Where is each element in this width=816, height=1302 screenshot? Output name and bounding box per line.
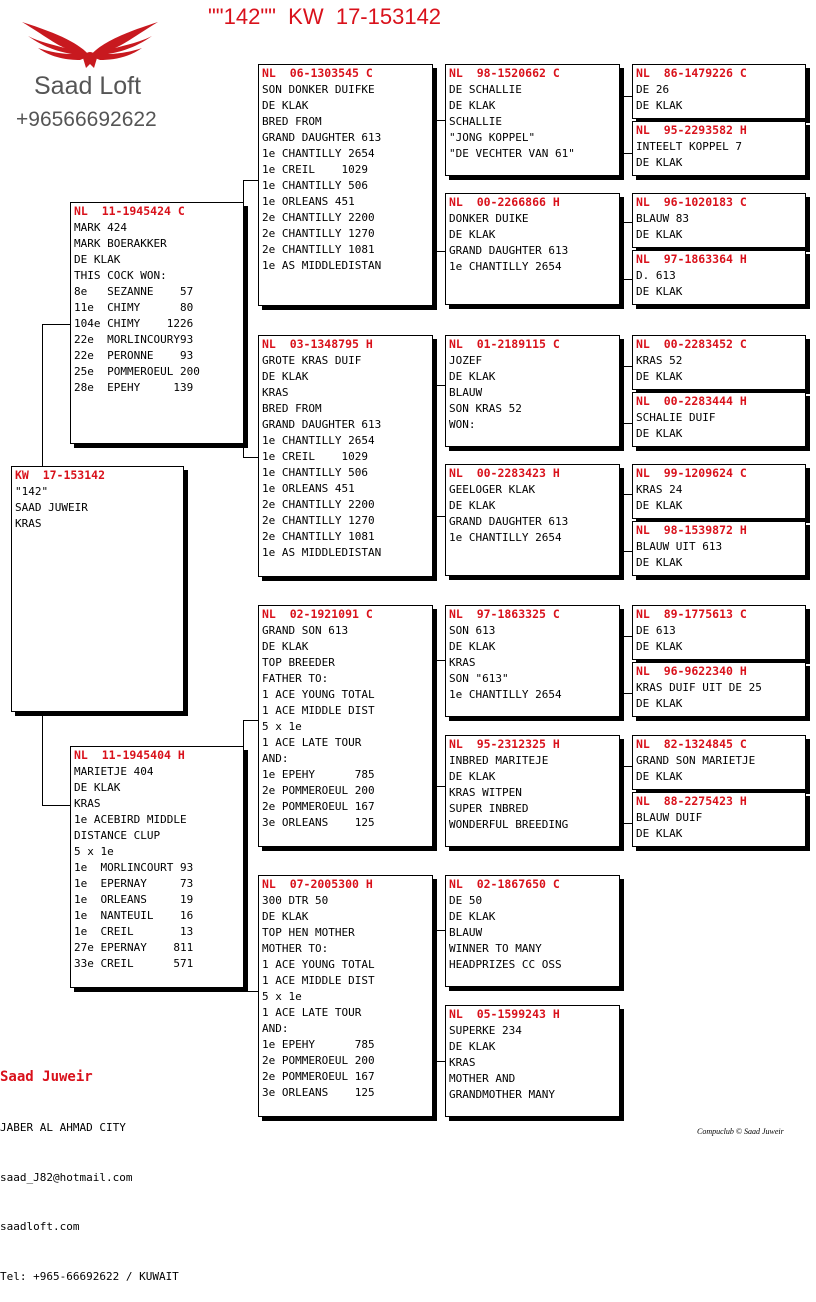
- pigeon-card-gen3[interactable]: [445, 193, 620, 305]
- card-line: 1e CHANTILLY 2654: [262, 434, 375, 447]
- card-line: GRAND DAUGHTER 613: [262, 418, 382, 431]
- card-line: 2e POMMEROEUL 200: [262, 1054, 375, 1067]
- card-line: DE KLAK: [262, 640, 309, 653]
- pigeon-card-gen3[interactable]: [445, 735, 620, 847]
- pigeon-card-gen3[interactable]: [445, 64, 620, 176]
- card-line: "DE VECHTER VAN 61": [449, 147, 575, 160]
- card-line: INBRED MARITEJE: [449, 754, 549, 767]
- card-line: WON:: [449, 418, 476, 431]
- ring-number: NL 95-2293582 H: [636, 123, 747, 137]
- card-line: 1e EPEHY 785: [262, 768, 375, 781]
- card-line: 28e EPEHY 139: [74, 381, 194, 394]
- ring-number: NL 96-9622340 H: [636, 664, 747, 678]
- card-line: AND:: [262, 752, 289, 765]
- ring-number: NL 97-1863364 H: [636, 252, 747, 266]
- pigeon-card-gen4[interactable]: [632, 121, 806, 176]
- card-line: DE SCHALLIE: [449, 83, 522, 96]
- owner-website[interactable]: saadloft.com: [0, 1220, 80, 1233]
- card-line: KRAS: [262, 386, 289, 399]
- card-line: DE KLAK: [74, 781, 121, 794]
- card-line: DE 26: [636, 83, 670, 96]
- connector: [432, 120, 446, 252]
- card-line: 1e CREIL 1029: [262, 163, 368, 176]
- card-line: 8e SEZANNE 57: [74, 285, 194, 298]
- card-line: BRED FROM: [262, 402, 322, 415]
- card-line: KRAS: [449, 656, 476, 669]
- card-line: 1e AS MIDDLEDISTAN: [262, 546, 382, 559]
- pigeon-card-sire-sire[interactable]: [258, 64, 433, 306]
- pigeon-card-gen4[interactable]: [632, 392, 806, 447]
- pigeon-card-subject[interactable]: [11, 466, 184, 712]
- card-line: 1 ACE LATE TOUR: [262, 736, 362, 749]
- connector: [432, 660, 446, 787]
- ring-number: NL 00-2283452 C: [636, 337, 747, 351]
- pigeon-card-gen4[interactable]: [632, 250, 806, 305]
- card-line: MARIETJE 404: [74, 765, 154, 778]
- owner-contact: [0, 1034, 179, 1302]
- card-line: DE KLAK: [636, 640, 683, 653]
- card-line: 3e ORLEANS 125: [262, 816, 375, 829]
- card-line: KRAS WITPEN: [449, 786, 522, 799]
- card-line: 33e CREIL 571: [74, 957, 194, 970]
- card-line: DE KLAK: [262, 910, 309, 923]
- card-line: DE KLAK: [636, 770, 683, 783]
- card-line: 1e ACEBIRD MIDDLE: [74, 813, 187, 826]
- card-line: DE KLAK: [449, 228, 496, 241]
- card-line: "142": [15, 485, 49, 498]
- card-line: GRAND SON MARIETJE: [636, 754, 756, 767]
- card-line: 300 DTR 50: [262, 894, 329, 907]
- card-line: DE KLAK: [636, 370, 683, 383]
- ring-number: NL 99-1209624 C: [636, 466, 747, 480]
- card-line: DE KLAK: [449, 640, 496, 653]
- card-line: DE KLAK: [262, 99, 309, 112]
- card-line: GRANDMOTHER MANY: [449, 1088, 555, 1101]
- card-line: DE KLAK: [636, 99, 683, 112]
- ring-number: NL 01-2189115 C: [449, 337, 560, 351]
- connector: [42, 713, 71, 806]
- card-line: 5 x 1e: [74, 845, 114, 858]
- card-line: DISTANCE CLUP: [74, 829, 161, 842]
- card-line: 2e POMMEROEUL 167: [262, 1070, 375, 1083]
- pigeon-card-gen3[interactable]: [445, 875, 620, 987]
- card-line: 22e MORLINCOURY93: [74, 333, 194, 346]
- pigeon-card-gen4[interactable]: [632, 605, 806, 660]
- card-line: KRAS: [74, 797, 101, 810]
- card-line: DE KLAK: [636, 827, 683, 840]
- card-line: 2e CHANTILLY 1270: [262, 227, 375, 240]
- card-line: 27e EPERNAY 811: [74, 941, 194, 954]
- owner-name: Saad Juweir: [0, 1069, 93, 1085]
- card-line: 1 ACE LATE TOUR: [262, 1006, 362, 1019]
- logo-phone: +96566692622: [16, 108, 157, 131]
- card-line: 2e POMMEROEUL 167: [262, 800, 375, 813]
- card-line: SCHALLIE: [449, 115, 502, 128]
- card-line: SON "613": [449, 672, 509, 685]
- card-line: BLAUW DUIF: [636, 811, 703, 824]
- card-line: DE KLAK: [262, 370, 309, 383]
- ring-number: NL 06-1303545 C: [262, 66, 373, 80]
- ring-number: NL 98-1520662 C: [449, 66, 560, 80]
- card-line: DE 613: [636, 624, 676, 637]
- ring-number: NL 02-1921091 C: [262, 607, 373, 621]
- connector: [243, 720, 259, 992]
- pigeon-card-gen4[interactable]: [632, 464, 806, 519]
- card-line: DE KLAK: [636, 556, 683, 569]
- pigeon-card-gen4[interactable]: [632, 521, 806, 576]
- owner-email[interactable]: saad_J82@hotmail.com: [0, 1170, 133, 1184]
- card-line: WONDERFUL BREEDING: [449, 818, 569, 831]
- pigeon-card-dam[interactable]: [70, 746, 244, 988]
- card-line: JOZEF: [449, 354, 483, 367]
- card-line: 1e CREIL 1029: [262, 450, 368, 463]
- card-line: BLAUW UIT 613: [636, 540, 723, 553]
- card-line: 3e ORLEANS 125: [262, 1086, 375, 1099]
- card-line: 1e EPEHY 785: [262, 1038, 375, 1051]
- card-line: BRED FROM: [262, 115, 322, 128]
- card-line: 2e CHANTILLY 1081: [262, 243, 375, 256]
- ring-number: NL 00-2266866 H: [449, 195, 560, 209]
- ring-number: NL 97-1863325 C: [449, 607, 560, 621]
- card-line: DE KLAK: [74, 253, 121, 266]
- pedigree-title: ""142"" KW 17-153142: [208, 4, 442, 29]
- card-line: 1e ORLEANS 451: [262, 482, 355, 495]
- pigeon-card-dam-dam[interactable]: [258, 875, 433, 1117]
- card-line: 1e CHANTILLY 506: [262, 179, 368, 192]
- card-line: DE KLAK: [636, 427, 683, 440]
- saad-loft-logo: [14, 14, 174, 134]
- card-line: 1e CHANTILLY 2654: [449, 688, 562, 701]
- pigeon-card-gen3[interactable]: [445, 464, 620, 576]
- card-line: 22e PERONNE 93: [74, 349, 194, 362]
- card-line: SCHALIE DUIF: [636, 411, 716, 424]
- pigeon-card-gen4[interactable]: [632, 64, 806, 119]
- card-line: KRAS: [449, 1056, 476, 1069]
- winged-logo-icon: [20, 14, 160, 74]
- ring-number: KW 17-153142: [15, 468, 106, 482]
- card-line: 1e CREIL 13: [74, 925, 194, 938]
- card-line: 104e CHIMY 1226: [74, 317, 194, 330]
- card-line: 1e ORLEANS 451: [262, 195, 355, 208]
- card-line: 2e CHANTILLY 1270: [262, 514, 375, 527]
- ring-number: NL 95-2312325 H: [449, 737, 560, 751]
- ring-number: NL 89-1775613 C: [636, 607, 747, 621]
- card-line: 2e CHANTILLY 2200: [262, 498, 375, 511]
- ring-number: NL 96-1020183 C: [636, 195, 747, 209]
- pigeon-card-dam-sire[interactable]: [258, 605, 433, 847]
- card-line: KRAS 24: [636, 483, 683, 496]
- pigeon-card-gen3[interactable]: [445, 1005, 620, 1117]
- card-line: GEELOGER KLAK: [449, 483, 536, 496]
- card-line: 1 ACE MIDDLE DIST: [262, 704, 375, 717]
- ring-number: NL 03-1348795 H: [262, 337, 373, 351]
- card-line: GRAND DAUGHTER 613: [262, 131, 382, 144]
- card-line: DE KLAK: [636, 228, 683, 241]
- pigeon-card-sire[interactable]: [70, 202, 244, 444]
- card-line: SUPER INBRED: [449, 802, 529, 815]
- software-credit: Compuclub © Saad Juweir: [697, 1127, 784, 1136]
- card-line: SON 613: [449, 624, 496, 637]
- card-line: BLAUW: [449, 386, 483, 399]
- ring-number: NL 11-1945424 C: [74, 204, 185, 218]
- card-line: THIS COCK WON:: [74, 269, 167, 282]
- card-line: 1e MORLINCOURT 93: [74, 861, 194, 874]
- card-line: 1 ACE YOUNG TOTAL: [262, 688, 375, 701]
- card-line: KRAS: [15, 517, 42, 530]
- card-line: MARK BOERAKKER: [74, 237, 167, 250]
- card-line: WINNER TO MANY: [449, 942, 542, 955]
- card-line: 1e CHANTILLY 2654: [449, 531, 562, 544]
- connector: [243, 180, 259, 458]
- card-line: DE KLAK: [636, 285, 683, 298]
- card-line: 5 x 1e: [262, 990, 302, 1003]
- card-line: DE KLAK: [449, 99, 496, 112]
- card-line: DE KLAK: [449, 910, 496, 923]
- pigeon-card-gen4[interactable]: [632, 735, 806, 790]
- card-line: DE 50: [449, 894, 483, 907]
- card-line: "JONG KOPPEL": [449, 131, 536, 144]
- card-line: 1 ACE MIDDLE DIST: [262, 974, 375, 987]
- card-line: 1e CHANTILLY 2654: [262, 147, 375, 160]
- connector: [432, 930, 446, 1062]
- owner-phone: Tel: +965-66692622 / KUWAIT: [0, 1269, 179, 1283]
- pigeon-card-gen3[interactable]: [445, 605, 620, 717]
- connector: [432, 385, 446, 517]
- card-line: BLAUW 83: [636, 212, 689, 225]
- card-line: 2e POMMEROEUL 200: [262, 784, 375, 797]
- card-line: 2e CHANTILLY 2200: [262, 211, 375, 224]
- ring-number: NL 98-1539872 H: [636, 523, 747, 537]
- card-line: SUPERKE 234: [449, 1024, 522, 1037]
- ring-number: NL 86-1479226 C: [636, 66, 747, 80]
- card-line: HEADPRIZES CC OSS: [449, 958, 562, 971]
- card-line: 1e NANTEUIL 16: [74, 909, 194, 922]
- card-line: INTEELT KOPPEL 7: [636, 140, 742, 153]
- card-line: DE KLAK: [449, 1040, 496, 1053]
- pigeon-card-gen4[interactable]: [632, 335, 806, 390]
- pigeon-card-sire-dam[interactable]: [258, 335, 433, 577]
- card-line: DE KLAK: [636, 499, 683, 512]
- ring-number: NL 00-2283423 H: [449, 466, 560, 480]
- card-line: DE KLAK: [636, 156, 683, 169]
- card-line: 1e CHANTILLY 506: [262, 466, 368, 479]
- card-line: GRAND SON 613: [262, 624, 349, 637]
- card-line: GROTE KRAS DUIF: [262, 354, 362, 367]
- connector: [42, 324, 71, 469]
- pigeon-card-gen4[interactable]: [632, 193, 806, 248]
- pigeon-card-gen4[interactable]: [632, 792, 806, 847]
- card-line: 1e AS MIDDLEDISTAN: [262, 259, 382, 272]
- card-line: GRAND DAUGHTER 613: [449, 515, 569, 528]
- ring-number: NL 05-1599243 H: [449, 1007, 560, 1021]
- card-line: 2e CHANTILLY 1081: [262, 530, 375, 543]
- card-line: 1e CHANTILLY 2654: [449, 260, 562, 273]
- card-line: SAAD JUWEIR: [15, 501, 88, 514]
- card-line: MOTHER TO:: [262, 942, 329, 955]
- card-line: KRAS 52: [636, 354, 683, 367]
- card-line: 5 x 1e: [262, 720, 302, 733]
- pigeon-card-gen3[interactable]: [445, 335, 620, 447]
- card-line: DE KLAK: [449, 770, 496, 783]
- card-line: 1 ACE YOUNG TOTAL: [262, 958, 375, 971]
- card-line: DE KLAK: [636, 697, 683, 710]
- logo-name: Saad Loft: [34, 72, 142, 100]
- card-line: 1e ORLEANS 19: [74, 893, 194, 906]
- card-line: SON DONKER DUIFKE: [262, 83, 375, 96]
- pigeon-card-gen4[interactable]: [632, 662, 806, 717]
- card-line: DE KLAK: [449, 499, 496, 512]
- ring-number: NL 07-2005300 H: [262, 877, 373, 891]
- ring-number: NL 00-2283444 H: [636, 394, 747, 408]
- ring-number: NL 11-1945404 H: [74, 748, 185, 762]
- card-line: TOP BREEDER: [262, 656, 335, 669]
- card-line: 11e CHIMY 80: [74, 301, 194, 314]
- card-line: MARK 424: [74, 221, 127, 234]
- card-line: 1e EPERNAY 73: [74, 877, 194, 890]
- card-line: TOP HEN MOTHER: [262, 926, 355, 939]
- owner-address: JABER AL AHMAD CITY: [0, 1121, 126, 1134]
- card-line: AND:: [262, 1022, 289, 1035]
- ring-number: NL 82-1324845 C: [636, 737, 747, 751]
- card-line: DE KLAK: [449, 370, 496, 383]
- card-line: GRAND DAUGHTER 613: [449, 244, 569, 257]
- card-line: D. 613: [636, 269, 676, 282]
- card-line: FATHER TO:: [262, 672, 329, 685]
- card-line: 25e POMMEROEUL 200: [74, 365, 200, 378]
- card-line: MOTHER AND: [449, 1072, 516, 1085]
- card-line: DONKER DUIKE: [449, 212, 529, 225]
- ring-number: NL 88-2275423 H: [636, 794, 747, 808]
- card-line: KRAS DUIF UIT DE 25: [636, 681, 762, 694]
- card-line: BLAUW: [449, 926, 483, 939]
- card-line: SON KRAS 52: [449, 402, 522, 415]
- ring-number: NL 02-1867650 C: [449, 877, 560, 891]
